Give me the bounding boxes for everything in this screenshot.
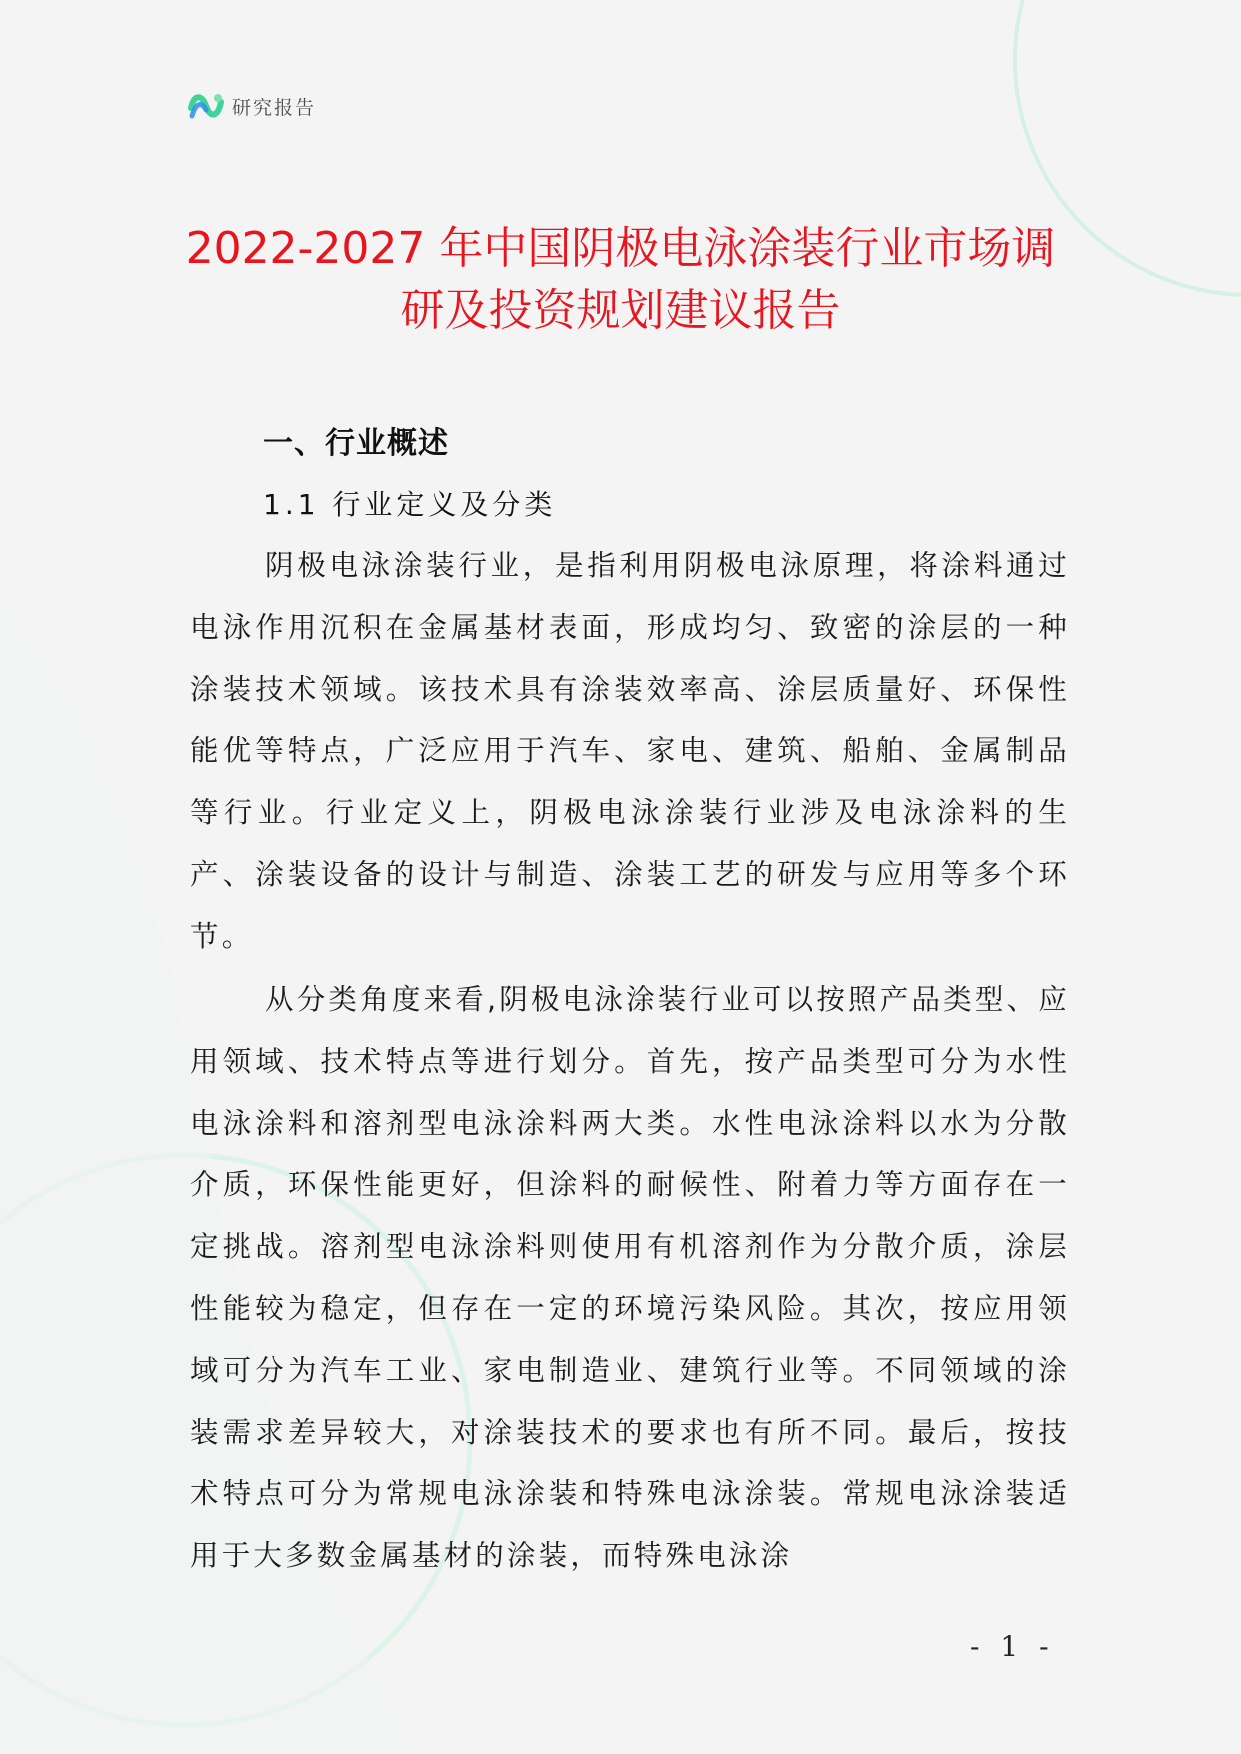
section-heading: 一、行业概述: [263, 426, 449, 461]
body-paragraph-2: 从分类角度来看,阴极电泳涂装行业可以按照产品类型、应用领域、技术特点等进行划分。首先，按产品类型可分为水性电泳涂料和溶剂型电泳涂料两大类。水性电泳涂料以水为分散介质，环保性能更好，但涂料的耐候性、附着力等方面存在一定挑战。溶剂型电泳涂料则使用有机溶剂作为分散介质，涂层性能较为稳定，但存在一定的环境污染风险。其次，按应用领域可分为汽车工业、家电制造业、建筑行业等。不同领域的涂装需求差异较大，对涂装技术的要求也有所不同。最后，按技术特点可分为常规电泳涂装和特殊电泳涂装。常规电泳涂装适用于大多数金属基材的涂装，而特殊电泳涂: [190, 983, 1070, 1573]
page-number: - 1 -: [970, 1630, 1055, 1663]
brand-logo-icon: [188, 88, 224, 124]
report-header: [188, 88, 316, 124]
body-paragraph-1: 阴极电泳涂装行业，是指利用阴极电泳原理，将涂料通过电泳作用沉积在金属基材表面，形成均匀、致密的涂层的一种涂装技术领域。该技术具有涂装效率高、涂层质量好、环保性能优等特点，广泛应用于汽车、家电、建筑、船舶、金属制品等行业。行业定义上，阴极电泳涂装行业涉及电泳涂料的生产、涂装设备的设计与制造、涂装工艺的研发与应用等多个环节。: [190, 549, 1070, 953]
report-title: [150, 218, 1091, 342]
subsection-heading: 1.1 行业定义及分类: [263, 488, 557, 521]
title-line-2: 研及投资规划建议报告: [400, 285, 841, 336]
title-line-1: 2022-2027 年中国阴极电泳涂装行业市场调: [185, 223, 1056, 274]
header-label: 研究报告: [232, 96, 317, 119]
